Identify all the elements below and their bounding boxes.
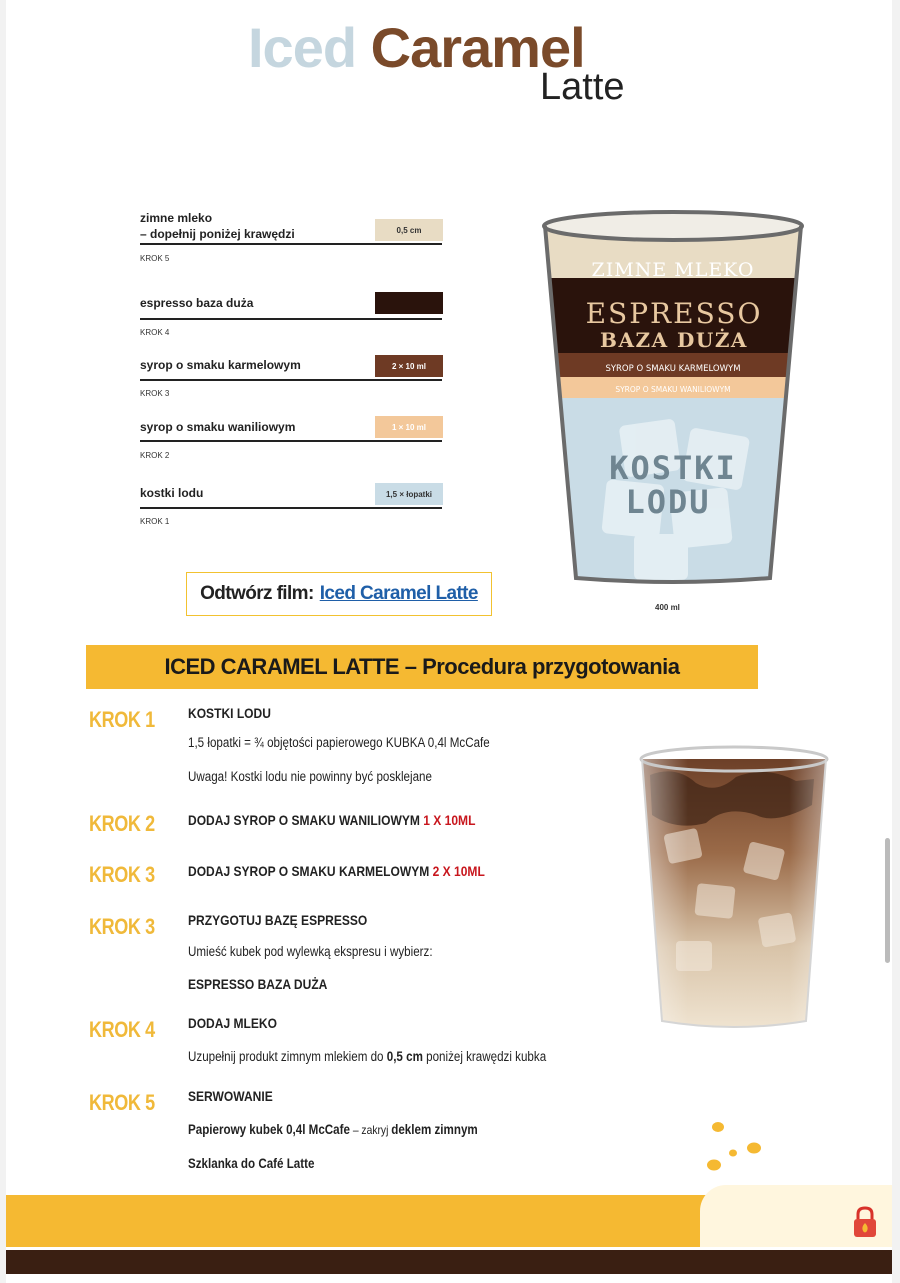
right-margin: [892, 0, 900, 1283]
layer-caramel: [140, 333, 445, 398]
iced-latte-photo: [636, 735, 832, 1035]
layer-amount: 0,5 cm: [375, 219, 443, 241]
video-link[interactable]: Iced Caramel Latte: [319, 583, 478, 604]
layer-name: kostki lodu: [140, 486, 204, 500]
serve-lid: deklem zimnym: [391, 1122, 478, 1137]
page-title: [248, 16, 668, 108]
layer-step: KROK 1: [140, 517, 170, 526]
title-iced: Iced: [248, 16, 357, 79]
step-title: PRZYGOTUJ BAZĘ ESPRESSO: [188, 912, 368, 928]
step-title: [188, 811, 566, 829]
cup-label-caramel: SYROP O SMAKU KARMELOWYM: [605, 364, 741, 374]
step-body: [188, 811, 628, 829]
decorative-dots-icon: [700, 1115, 770, 1175]
layer-vanilla: [140, 395, 445, 459]
step-body: [188, 1087, 628, 1173]
step-label: KROK 2: [89, 811, 155, 836]
step-label: KROK 3: [89, 862, 155, 887]
cup-rim: [544, 212, 802, 240]
step-label: KROK 4: [89, 1017, 155, 1042]
layer-name: espresso baza duża: [140, 296, 254, 310]
cup-label-vanilla: SYROP O SMAKU WANILIOWYM: [615, 385, 731, 394]
title-caramel: Caramel: [370, 16, 585, 79]
step-text-post: poniżej krawędzi kubka: [422, 1049, 547, 1064]
layer-amount: 1,5 × łopatki: [375, 483, 443, 505]
lock-icon: [852, 1205, 878, 1239]
step-note: Uwaga! Kostki lodu nie powinny być posklejane: [188, 769, 432, 784]
serve-mid: – zakryj: [349, 1123, 392, 1137]
layer-ice: [140, 459, 445, 526]
layer-step: KROK 4: [140, 328, 170, 337]
layer-amount: 1 × 10 ml: [375, 416, 443, 438]
video-colon: :: [307, 583, 314, 604]
cup-label-ice-1: KOSTKI: [609, 449, 737, 487]
serve-glass: Szklanka do Café Latte: [188, 1156, 315, 1171]
cup-label-espresso-1: ESPRESSO: [585, 297, 763, 330]
layer-name: syrop o smaku waniliowym: [140, 420, 296, 434]
layer-step: KROK 3: [140, 389, 170, 398]
layer-amount: [375, 292, 443, 314]
layer-amount: 2 × 10 ml: [375, 355, 443, 377]
step-text: [188, 1121, 566, 1139]
step-text: Umieść kubek pod wylewką ekspresu i wybierz:: [188, 944, 433, 959]
step-body: [188, 704, 628, 786]
step-body: [188, 911, 628, 993]
video-prefix: Odtwórz film: [200, 583, 308, 604]
layer-milk: [140, 205, 445, 269]
cup-label-milk: ZIMNE MLEKO: [591, 259, 755, 281]
step-title: [188, 862, 566, 880]
step-label: KROK 1: [89, 707, 155, 732]
step-title: DODAJ MLEKO: [188, 1015, 277, 1031]
step-dose: 2 X 10ML: [432, 863, 485, 879]
cup-diagram: [538, 200, 808, 590]
play-video-button[interactable]: [186, 572, 492, 616]
layer-divider: [140, 243, 442, 245]
step-body: [188, 1014, 628, 1066]
step-body: [188, 862, 628, 880]
cup-label-espresso-2: BAZA DUŻA: [600, 328, 748, 352]
layer-espresso: [140, 269, 445, 337]
layer-divider: [140, 440, 442, 442]
scrollbar[interactable]: [885, 838, 890, 963]
step-label: KROK 5: [89, 1090, 155, 1115]
title-latte: Latte: [540, 66, 625, 108]
layer-name: zimne mleko – dopełnij poniżej krawędzi: [140, 211, 295, 241]
layer-step: KROK 2: [140, 451, 170, 460]
step-text-pre: Uzupełnij produkt zimnym mlekiem do: [188, 1049, 387, 1064]
cup-size: 400 ml: [655, 603, 680, 612]
footer-bar: [6, 1250, 892, 1274]
cup-label-ice-2: LODU: [625, 483, 711, 521]
step-title-text: DODAJ SYROP O SMAKU KARMELOWYM: [188, 863, 430, 879]
layer-name: syrop o smaku karmelowym: [140, 358, 301, 372]
step-title-text: DODAJ SYROP O SMAKU WANILIOWYM: [188, 812, 420, 828]
left-margin: [0, 0, 6, 1283]
step-text-bold: 0,5 cm: [386, 1049, 423, 1064]
step-title: SERWOWANIE: [188, 1088, 273, 1104]
layer-step: KROK 5: [140, 254, 170, 263]
layer-divider: [140, 318, 442, 320]
layer-legend: [140, 205, 445, 526]
step-text: 1,5 łopatki = ¾ objętości papierowego KUBKA 0,4l McCafe: [188, 735, 490, 750]
layer-divider: [140, 379, 442, 381]
step-option: ESPRESSO BAZA DUŻA: [188, 976, 328, 992]
layer-divider: [140, 507, 442, 509]
step-label: KROK 3: [89, 914, 155, 939]
step-dose: 1 X 10ML: [423, 812, 476, 828]
step-text: [188, 1048, 566, 1066]
serve-cup: Papierowy kubek 0,4l McCafe: [188, 1122, 350, 1137]
procedure-header: ICED CARAMEL LATTE – Procedura przygotowania: [86, 645, 758, 689]
step-title: KOSTKI LODU: [188, 705, 271, 721]
